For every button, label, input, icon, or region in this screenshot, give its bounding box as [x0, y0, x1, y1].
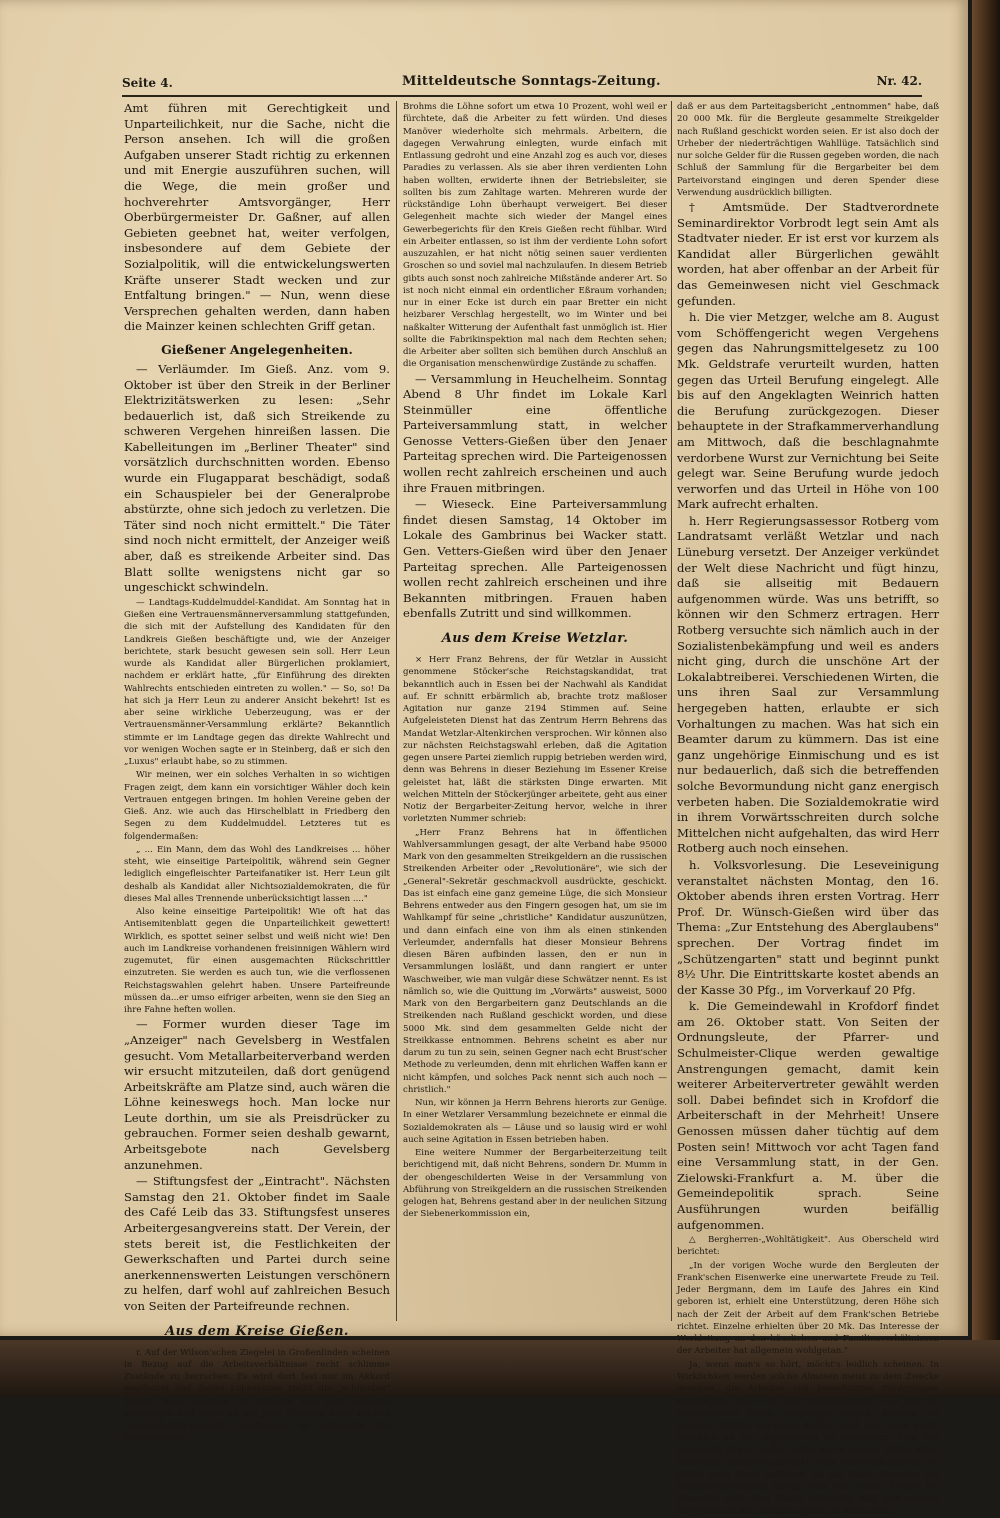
column-divider [396, 101, 397, 1321]
quoted-paragraph: „In der vorigen Woche wurde den Bergleuten der Frank'schen Eisenwerke eine unerwartete Freude zu Teil. Jeder Bergmann, dem im Laufe des Jahres ein Kind geboren ist, erhielt eine Unterstützung, deren Höhe sich nach der Zeit der Arbeit auf dem Frank'schen Betriebe richtet. Einzelne erhielten über 20 Mk. Das Interesse der Werkleitung an den häuslichen und Familienverhältnissen der Arbeiter hat allgemein wohlgetan." [677, 1260, 939, 1357]
news-item-verlaeumder: — Verläumder. Im Gieß. Anz. vom 9. Oktober ist über den Streik in der Berliner Elektrizitätswerken zu lesen: „Sehr bedauerlich ist, daß sich Streikende zu schweren Vergehen hinreißen lassen. Die Kabelleitungen im „Berliner Theater" sind vorsätzlich durchschnitten worden. Ebenso wurde ein Flugapparat beschädigt, sodaß ein Schauspieler bei der Generalprobe abstürzte, ohne sich jedoch zu verletzen. Die Täter sind noch nicht ermittelt." Die Täter sind noch nicht ermittelt, der Anzeiger weiß aber, daß es streikende Arbeiter sind. Das Blatt sollte wenigstens nicht gar so ungeschickt schwindeln. [124, 361, 390, 595]
news-item-metzger: h. Die vier Metzger, welche am 8. August vom Schöffengericht wegen Vergehens gegen das Nahrungsmittelgesetz zu 100 Mk. Geldstrafe verurteilt wurden, hatten gegen das Urteil Berufung eingelegt. Alle bis auf den Angeklagten Weinrich hatten die Berufung zurückgezogen. Dieser behauptete in der Strafkammerverhandlung am Mittwoch, daß die beschlagnahmte verdorbene Wurst zur Vernichtung bei Seite gelegt war. Seine Berufung wurde jedoch verworfen und das Urteil in Höhe von 100 Mark aufrecht erhalten. [677, 310, 939, 512]
masthead-rule [122, 95, 922, 97]
column-left [124, 101, 390, 1444]
page-number: Seite 4. [122, 76, 173, 90]
article-paragraph: daß er aus dem Parteitagsbericht „entnommen" habe, daß 20 000 Mk. für die Bergleute gesammelte Streikgelder nach Rußland geschickt worden seien. Er ist also doch der Urheber der niederträchtigen Wahllüge. Tatsächlich sind nur solche Gelder für die Russen gegeben worden, die nach Schluß der Sammlung für die Bergarbeiter bei dem Parteivorstand eingingen und deren Spender diese Verwendung ausdrücklich billigten. [677, 102, 939, 198]
article-paragraph: Also keine einseitige Parteipolitik! Wie oft hat das Antisemitenblatt gegen die Unparteilichkeit gewettert! Wirklich, es spottet seiner selbst und weiß nicht wie! Den auch im Landkreise vorhandenen freisinnigen Wählern wird zugemutet, für einen ausgemachten Rückschrittler einzutreten. Sie werden es auch tun, wie die verflossenen Reichstagswahlen gelehrt haben. Unsere Parteifreunde müssen da...er umso eifriger arbeiten, wenn sie den Sieg an ihre Fahne heften wollen. [124, 907, 390, 1016]
news-item-former: — Former wurden dieser Tage im „Anzeiger" nach Gevelsberg in Westfalen gesucht. Vom Metallarbeiterverband werden wir ersucht mitzuteilen, daß dort genügend Arbeitskräfte am Platze sind, auch wären die Löhne keineswegs hoch. Man locke nur Leute dorthin, um sie als Preisdrücker zu gebrauchen. Former seien deshalb gewarnt, Arbeitsgebote nach Gevelsberg anzunehmen. [124, 1017, 390, 1172]
news-item-stiftungsfest: — Stiftungsfest der „Eintracht". Nächsten Samstag den 21. Oktober findet im Saale des Café Leib das 33. Stiftungsfest unseres Arbeitergesangvereins statt. Der Verein, der stets bereit ist, die Festlichkeiten der Gewerkschaften und Partei durch seine anerkennenswerten Leistungen verschönern zu helfen, darf wohl auf zahlreichen Besuch von Seiten der Parteifreunde rechnen. [124, 1174, 390, 1313]
news-item-gemeindewahl: k. Die Gemeindewahl in Krofdorf findet am 26. Oktober statt. Von Seiten der Ordnungsleute, der Pfarrer- und Schulmeister-Clique werden gewaltige Anstrengungen gemacht, damit kein weiterer Arbeitervertreter gewählt werden soll. Dabei befindet sich in Krofdorf die Arbeiterschaft in der Mehrheit! Unsere Genossen müssen daher tüchtig auf dem Posten sein! Mittwoch vor acht Tagen fand eine Versammlung statt, in der Gen. Zielowski-Frankfurt a. M. über die Gemeindepolitik sprach. Seine Ausführungen wurden beifällig aufgenommen. [677, 999, 939, 1232]
column-divider [671, 101, 672, 1321]
article-paragraph: Ja, wenn man's so hört, möcht's leidlich scheinen. In Wirklichkeit werden solche Almosen meist zu dem Zwecke gegeben, die Arbeiter von berechtigten Forderungen abzuhalten. Und es ist sehr wahrscheinlich, daß sich die Grubenherren etwas freigebiger zeigen, seitdem sie merken, daß die Bergleute bemüht sind, ihre Lage durch Anschluß an die Organisation zu verbessern. Und wie notwendig das ist, dafür haben wir in unserm Blatte schon zahlreiche Beispiele gebracht. Zum Ueberfluß können wir gleich noch eines anführen, da die letzte Nummer der Bergarbeiterzeitung bringt. Von der Grube Ottilie bei Braunfels wird dem Blatte mitgeteilt, daß dort einigen Bergleuten in drei Monaten jedem 30 Mark nicht [677, 1359, 939, 1517]
news-item-heuchelheim: — Versammlung in Heuchelheim. Sonntag Abend 8 Uhr findet im Lokale Karl Steinmüller eine öffentliche Parteiversammlung statt, in welcher Genosse Vetters-Gießen über den Jenaer Parteitag sprechen wird. Die Parteigenossen wollen recht zahlreich erscheinen und auch ihre Frauen mitbringen. [403, 371, 667, 495]
masthead [122, 72, 922, 94]
article-paragraph: Brohms die Löhne sofort um etwa 10 Prozent, wohl weil er fürchtete, daß die Arbeiter zu fett würden. Und dieses Manöver wiederholte sich mehrmals. Arbeitern, die dagegen Verwahrung einlegten, wurde einfach mit Entlassung gedroht und eine Anzahl zog es auch vor, dieses Paradies zu verlassen. Als sie aber ihren verdienten Lohn haben wollten, erwiderte ihnen der Betriebsleiter, sie sollten bis zum Zahltage warten. Mehreren wurde der rückständige Lohn überhaupt verweigert. Bei dieser Gelegenheit machte sich wieder der Mangel eines Gewerbegerichts für den Kreis Gießen recht fühlbar. Wird ein Arbeiter entlassen, so ist ihm der verdiente Lohn sofort auszuzahlen, er hat nicht nötig seinen sauer verdienten Groschen so und soviel mal nachzulaufen. In diesem Betrieb gibts auch sonst noch zahlreiche Mißstände anderer Art. So ist noch nicht einmal ein ordentlicher Eßraum vorhanden; nur in einer Ecke ist durch ein paar Bretter ein nicht heizbarer Verschlag hergestellt, wo im Winter und bei naßkalter Witterung der Aufenthalt fast unmöglich ist. Hier sollte die Fabrikinspektion mal nach dem Rechten sehen; die Arbeiter aber sollten sich bemühen durch Anschluß an die Organisation menschenwürdige Zustände zu schaffen. [403, 102, 667, 370]
article-paragraph: Eine weitere Nummer der Bergarbeiterzeitung teilt berichtigend mit, daß nicht Behrens, sondern Dr. Mumm in der obengeschilderten Weise in der Versammlung von Abführung von Streikgeldern an die russischen Streikenden gelogen hat, Behrens gestand aber in der neulichen Sitzung der Siebenerkommission ein, [403, 1148, 667, 1220]
news-item-volksvorlesung: h. Volksvorlesung. Die Leseveinigung veranstaltet nächsten Montag, den 16. Oktober abends ihren ersten Vortrag. Herr Prof. Dr. Wünsch-Gießen wird über das Thema: „Zur Entstehung des Aberglaubens" sprechen. Der Vortrag findet im „Schützengarten" statt und beginnt punkt 8½ Uhr. Die Eintrittskarte kostet abends an der Kasse 30 Pfg., im Vorverkauf 20 Pfg. [677, 857, 939, 997]
newspaper-title: Mitteldeutsche Sonntags-Zeitung. [402, 74, 661, 89]
article-paragraph: Nun, wir können ja Herrn Behrens hierorts zur Genüge. In einer Wetzlarer Versammlung bezeichnete er einmal die Sozialdemokraten als — Läuse und so lausig wird er wohl auch seine Agitation in Essen betrieben haben. [403, 1098, 667, 1145]
news-item-rotberg: h. Herr Regierungsassessor Rotberg vom Landratsamt verläßt Wetzlar und nach Lüneburg versetzt. Der Anzeiger verkündet der Welt diese Nachricht und fügt hinzu, daß sie allseitig mit Bedauern aufgenommen würde. Was uns betrifft, so können wir den Schmerz ertragen. Herr Rotberg versuchte sich nämlich auch in der Sozialistenbekämpfung und weil es anders nicht ging, durch die unschöne Art der Lokalabtreiberei. Verschiedenen Wirten, die uns ihren Saal zur Versammlung hergegeben hatten, erlaubte er sich Vorhaltungen zu machen. Was hat sich ein Beamter darum zu kümmern. Das ist eine ganz ungehörige Einmischung und es ist nur bedauerlich, daß sich die betreffenden solche Bevormundung nicht ganz energisch verbeten haben. Die Sozialdemokratie wird in ihrem Vorwärtsschreiten durch solche Mittelchen nicht aufgehalten, das wird Herr Rotberg auch noch einsehen. [677, 513, 939, 856]
quoted-paragraph: „Herr Franz Behrens hat in öffentlichen Wahlversammlungen gesagt, der alte Verband habe 95000 Mark von den gesammelten Streikgeldern an die russischen Streikenden Arbeiter oder „Revolutionäre", wie sich der „General"-Sekretär geschmackvoll ausdrückte, geschickt. Das ist einfach eine ganz gemeine Lüge, die sich Monsieur Behrens entweder aus den Fingern gesogen hat, um sie im Wahlkampf für seine „christliche" Kandidatur auszunützen, und dann einfach eine von ihm als einen stinkenden Verleumder, andernfalls hat dieser Monsieur Behrens diesen Bären aufbinden lassen, den er nun in Versammlungen losläßt, und dann rangiert er unter Waschweiber, wie man vulgär diese Schwätzer nennt. Es ist nämlich so, wie die Quittung im „Vorwärts" ausweist, 5000 Mark von den Bergarbeitern ganz Deutschlands an die Streikenden nach Rußland geschickt worden, und diese 5000 Mk. sind dem gesammelten Gelde nicht der Streikkasse entnommen. Behrens scheint es aber nur darum zu tun zu sein, seinen Gegner nach echt Brust'scher Methode zu verleumden, denn mit ehrlichen Waffen kann er nicht kämpfen, und solches Pack nennt sich auch noch — christlich." [403, 827, 667, 1095]
column-right [677, 101, 939, 1517]
news-item-ziegelei: r. Auf der Wilson'schen Ziegelei in Großenlinden scheinen in Bezug auf die Arbeitsverhältnisse recht schlimme Zustände zu herrschen. Es wird dort fast nur im Akkord gearbeitet und dieses Lohnsystem treibt die „schönsten" Blüten. Wenn nämlich die Arbeiter sich aufs äußerste anstrengen und dabei an per paar Pfennige mehr als den Durchschnitts-Tagelohn verdienten, so reduzierte der Betriebsleiter [124, 1347, 390, 1444]
news-item-behrens: × Herr Franz Behrens, der für Wetzlar in Aussicht genommene Stöcker'sche Reichstagskandidat, trat bekanntlich auch in Essen bei der Nachwahl als Kandidat auf. Er schnitt erbärmlich ab, brachte trotz maßloser Agitation nur ganze 2194 Stimmen auf. Seine Aufgeleisteten Dienst hat das Zentrum Herrn Behrens das Mandat Wetzlar-Altenkirchen versprochen. Wir können also zur nächsten Reichstagswahl erleben, daß die Agitation gegen unsere Partei ziemlich ruppig betrieben werden wird, denn was Behrens in dieser Beziehung im Essener Kreise geleistet hat, läßt die stärksten Dinge erwarten. Mit welchen Mitteln der Stöckerjünger arbeitete, geht aus einer Notiz der Bergarbeiter-Zeitung hervor, welche in ihrer vorletzten Nummer schrieb: [403, 655, 667, 825]
news-item-wieseck: — Wieseck. Eine Parteiversammlung findet diesen Samstag, 14 Oktober im Lokale des Gambrinus bei Wacker statt. Gen. Vetters-Gießen wird über den Jenaer Parteitag sprechen. Alle Parteigenossen wollen recht zahlreich erscheinen und ihre Bekannten mitbringen. Frauen haben ebenfalls Zutritt und sind willkommen. [403, 497, 667, 621]
quoted-paragraph: „ ... Ein Mann, dem das Wohl des Landkreises ... höher steht, wie einseitige Parteipolitik, während sein Gegner lediglich eingefleischter Parteifanatiker ist. Herr Leun gilt deshalb als Kandidat aller Nichtsozialdemokraten, die für dieses Mal alles Trennende unberücksichtigt lassen ...." [124, 844, 390, 904]
column-middle [403, 101, 667, 1321]
news-item-landtags-kandidat: — Landtags-Kuddelmuddel-Kandidat. Am Sonntag hat in Gießen eine Vertrauensmännerversammlung stattgefunden, die sich mit der Aufstellung des Kandidaten für den Landkreis Gießen beschäftigte und, wie der Anzeiger berichtete, stark besucht gewesen sein soll. Herr Leun wurde als Kandidat aller Bürgerlichen proklamiert, nachdem er erklärt hatte, „für Einführung des direkten Wahlrechts entschieden eintreten zu wollen." — So, so! Da hat sich ja Herr Leun zu anderer Ansicht bekehrt! Ist es aber seine wirkliche Ueberzeugung, was er der Vertrauensmänner-Versammlung erklärte? Bekanntlich stimmte er im Landtage gegen das direkte Wahlrecht und vor wenigen Wochen sagte er in Steinberg, daß er sich den „Luxus" erlaubt habe, so zu stimmen. [124, 597, 390, 768]
issue-number: Nr. 42. [876, 74, 922, 88]
section-heading-kreis-wetzlar: Aus dem Kreise Wetzlar. [441, 631, 629, 646]
section-heading-giessen-affairs: Gießener Angelegenheiten. [161, 341, 353, 357]
news-item-bergherren: △ Bergherren-„Wohltätigkeit". Aus Oberscheld wird berichtet: [677, 1235, 939, 1258]
article-paragraph: Wir meinen, wer ein solches Verhalten in so wichtigen Fragen zeigt, dem kann ein vorsichtiger Wähler doch kein Vertrauen entgegen bringen. Im hohlen Vereine geben der Gieß. Anz. wie auch das Hirschelblatt in Friedberg den Segen zu dem Kuddelmuddel. Letzteres tut es folgendermaßen: [124, 770, 390, 842]
section-heading-kreis-giessen: Aus dem Kreise Gießen. [165, 1323, 349, 1339]
news-item-amtsmuede: † Amtsmüde. Der Stadtverordnete Seminardirektor Vorbrodt legt sein Amt als Stadtvater nieder. Er ist erst vor kurzem als Kandidat aller Bürgerlichen gewählt worden, hat aber offenbar an der Arbeit für das Gemeinwesen nicht viel Geschmack gefunden. [677, 200, 939, 308]
scan-background-right [972, 0, 1000, 1397]
article-paragraph: Amt führen mit Gerechtigkeit und Unparteilichkeit, nur die Sache, nicht die Person ansehen. Ich will die großen Aufgaben unserer Stadt richtig zu erkennen und mit Energie auszuführen suchen, will die Wege, die mein großer und hochverehrter Amtsvorgänger, Herr Oberbürgermeister Dr. Gaßner, auf allen Gebieten geebnet hat, weiter verfolgen, insbesondere auf dem Gebiete der Sozialpolitik, will die entwickelungswerten Kräfte unserer Stadt wecken und zur Entfaltung bringen." — Nun, wenn diese Versprechen gehalten werden, dann haben die Mainzer keinen schlechten Griff getan. [124, 101, 390, 334]
